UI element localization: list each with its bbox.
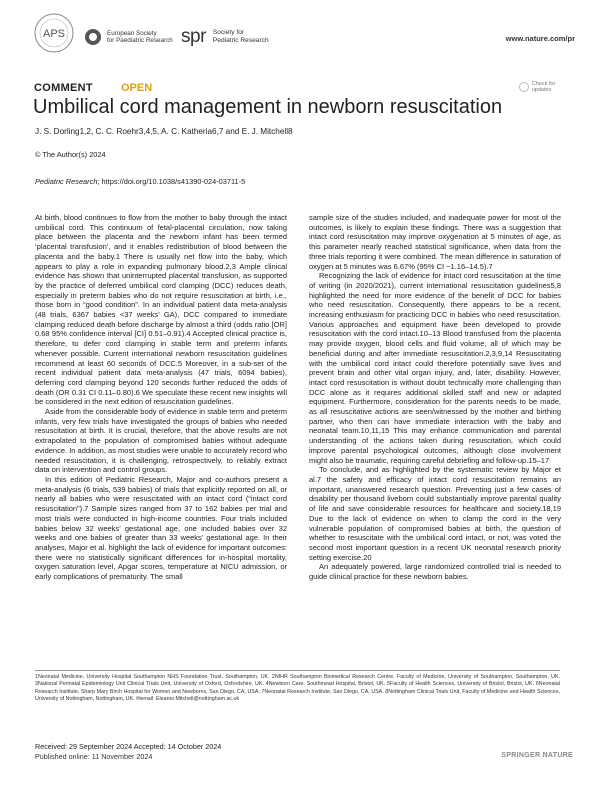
- journal-url[interactable]: www.nature.com/pr: [505, 34, 575, 43]
- published-date: Published online: 11 November 2024: [35, 752, 153, 761]
- check-updates-label: Check for updates: [531, 81, 556, 93]
- espr-line1: European Society: [107, 29, 157, 37]
- author-list: J. S. Dorling1,2, C. C. Roehr3,4,5, A. C. Katheria6,7 and E. J. Mitchell8: [35, 127, 293, 136]
- paragraph: Aside from the considerable body of evidence in stable term and preterm infants, very few trials have investigated the groups of babies who needed resuscitation at birth. It is crucial, therefore, that the above results are not extrapolated to the population of compromised babies without adequate evidence. In addition, as most studies were unable to accurately record who needed resuscitation, it is challenging, retrospectively, to reliably extract data on intervention and control groups.: [35, 407, 287, 475]
- received-accepted-dates: Received: 29 September 2024 Accepted: 14 October 2024: [35, 742, 222, 751]
- espr-emblem-icon: [84, 28, 102, 46]
- paragraph: To conclude, and as highlighted by the systematic review by Major et al.7 the safety and efficacy of intact cord resuscitation remains an important, unanswered research question. Preventing just a few cases of disability per thousand liveborn could substantially improve parental quality of life and save considerable resources for healthcare and society.18,19 Due to the lack of evidence on when to clamp the cord in the very vulnerable population of compromised babies at birth, the question of whether to resuscitate with the umbilical cord intact, or not, was voted the second most important question in a recent UK neonatal research priority setting exercise.20: [309, 465, 561, 562]
- spr-logo: [181, 23, 311, 51]
- svg-text:APS: APS: [42, 28, 66, 40]
- article-section: COMMENT: [34, 82, 93, 94]
- paragraph: An adequately powered, large randomized controlled trial is needed to guide clinical practice for these newborn babies.: [309, 562, 561, 582]
- check-updates-icon: [519, 82, 529, 92]
- paragraph: At birth, blood continues to flow from the mother to baby through the intact umbilical cord. This continuum of fetal-placental circulation, now taking place between the placenta and the newborn infant has been termed ‘placental transfusion’, and it enables redistribution of blood between the placenta and the baby.1 There is usually net flow into the baby, which appears to play a role in expanding pulmonary blood.2,3 Ample clinical evidence has shown that uninterrupted placental transfusion, as supported by the practice of deferred umbilical cord clamping (DCC) reduces death, especially in preterm babies who do not require resuscitation at birth, i.e., those born in “good condition”. In an individual patient data meta-analysis (48 trials, 6367 babies <37 weeks’ GA), DCC compared to immediate clamping reduced death before discharge by almost a third (odds ratio [OR] 0.68 95% confidence interval [CI] 0.51–0.91).4 Accepted clinical practice is, therefore, to defer cord clamping in stable term and preterm infants whenever possible. Current international newborn resuscitation guidelines recommend at least 60 seconds of DCC.5 Moreover, in a sub-set of the recent individual patient data meta-analysis (47 trials, 6094 babies), deferring cord clamping beyond 120 seconds further reduced the odds of death (OR 0.31 CI 0.11–0.80).6 We speculate these recent new insights will be considered in the next edition of resuscitation guidelines.: [35, 213, 287, 407]
- paragraph: Recognizing the lack of evidence for intact cord resuscitation at the time of writing (in 2020/2021), current international resuscitation guidelines5,8 highlighted the need for more evidence of the benefit of DCC for babies who need resuscitation. Consequently, there appears to be a recent, increasing enthusiasm for practicing DCC in babies who need resuscitation. Various approaches and equipment have been developed to provide resuscitation with the cord intact.10–13 Blood transfused from the placenta may provide oxygen, blood cells and fluid volume, all of which may be beneficial during and after immediate resuscitation.2,3,9,14 Resuscitating with the umbilical cord intact could therefore potentially save lives and prevent brain and other vital organ injury, and, later, disability. However, intact cord resuscitation is without doubt technically more challenging than DCC alone as it requires additional skilled staff and new or adapted equipment. Furthermore, consideration for the parents needs to be made, as all resuscitative actions are seen/witnessed by the mother and birthing partner, who then can have immediate interaction with the baby and neonatal team.10,11,15 This may enhance communication and parental understanding of the actions taken during resuscitation, which could improve parental psychological outcomes, although close involvement might also be traumatic, requiring careful debriefing and follow-up.15–17: [309, 271, 561, 465]
- copyright-line: © The Author(s) 2024: [35, 150, 106, 159]
- check-for-updates-button[interactable]: [519, 82, 575, 92]
- aps-logo: [33, 12, 75, 54]
- citation-line: [35, 177, 245, 186]
- citation-doi[interactable]: ; https://doi.org/10.1038/s41390-024-03711-5: [97, 177, 246, 186]
- citation-journal: Pediatric Research: [35, 177, 98, 186]
- spr-line1: Society for: [212, 29, 245, 36]
- body-column-left: [35, 213, 287, 582]
- body-column-right: [309, 213, 561, 582]
- footnote-divider: [35, 670, 560, 671]
- article-title: Umbilical cord management in newborn resuscitation: [33, 96, 503, 118]
- spr-mark: spr: [181, 26, 206, 47]
- spr-line2: Pediatric Research: [212, 37, 269, 44]
- espr-logo: [84, 24, 194, 50]
- espr-line2: for Paediatric Research: [107, 37, 173, 44]
- publisher-logo: SPRINGER NATURE: [501, 752, 573, 759]
- paragraph: sample size of the studies included, and inadequate power for most of the outcomes, is likely to explain these findings. There was a suggestion that intact cord resuscitation may improve oxygenation at 5 minutes of age, as this parameter nearly reached statistical significance, when data from the three trials reporting it were combined. The mean difference in saturation of oxygen at 5 minutes was 6.67% (95% CI −1.16–14.5).7: [309, 213, 561, 271]
- paragraph: In this edition of Pediatric Research, Major and co-authors present a meta-analysis (6 trials, 539 babies) of trials that explicitly reported on all, or nearly all babies who were resuscitated with an intact cord (“intact cord resuscitation”).7 Sample sizes ranged from 37 to 162 babies per trial and most trials were conducted in high-income countries. Four trials included babies below 32 weeks’ gestational age, one included babies over 32 weeks and one babies of greater than 33 weeks’ gestational age. In their analyses, Major et al. highlight the lack of evidence for important outcomes: there were no statistically significant differences for in-hospital mortality, oxygen saturation level, Apgar scores, temperature at NICU admission, or early complications of prematurity. The small: [35, 474, 287, 582]
- open-access-badge: OPEN: [121, 82, 153, 94]
- affiliations-footnote: 1Neonatal Medicine, University Hospital Southampton NHS Foundation Trust, Southampton, UK. 2NIHR Southampton Biomedical Research Centre, Faculty of Medicine, University of Southampton, Southampton, UK. 3National Perinatal Epidemiology Unit Clinical Trials Unit, University of Oxford, Oxfordshire, UK. 4Newborn Care, Southmead Hospital, Bristol, UK. 5Faculty of Health Sciences, University of Bristol, Bristol, UK. 6Neonatal Research Institute, Sharp Mary Birch Hospital for Women and Newborns, San Diego, CA, USA. 7Neonatal Research Institute, San Diego, CA, USA. 8Nottingham Clinical Trials Unit, Faculty of Medicine and Health Sciences, University of Nottingham, Nottingham, UK. ✉email: Eleanor.Mitchell@nottingham.ac.uk: [35, 674, 560, 702]
